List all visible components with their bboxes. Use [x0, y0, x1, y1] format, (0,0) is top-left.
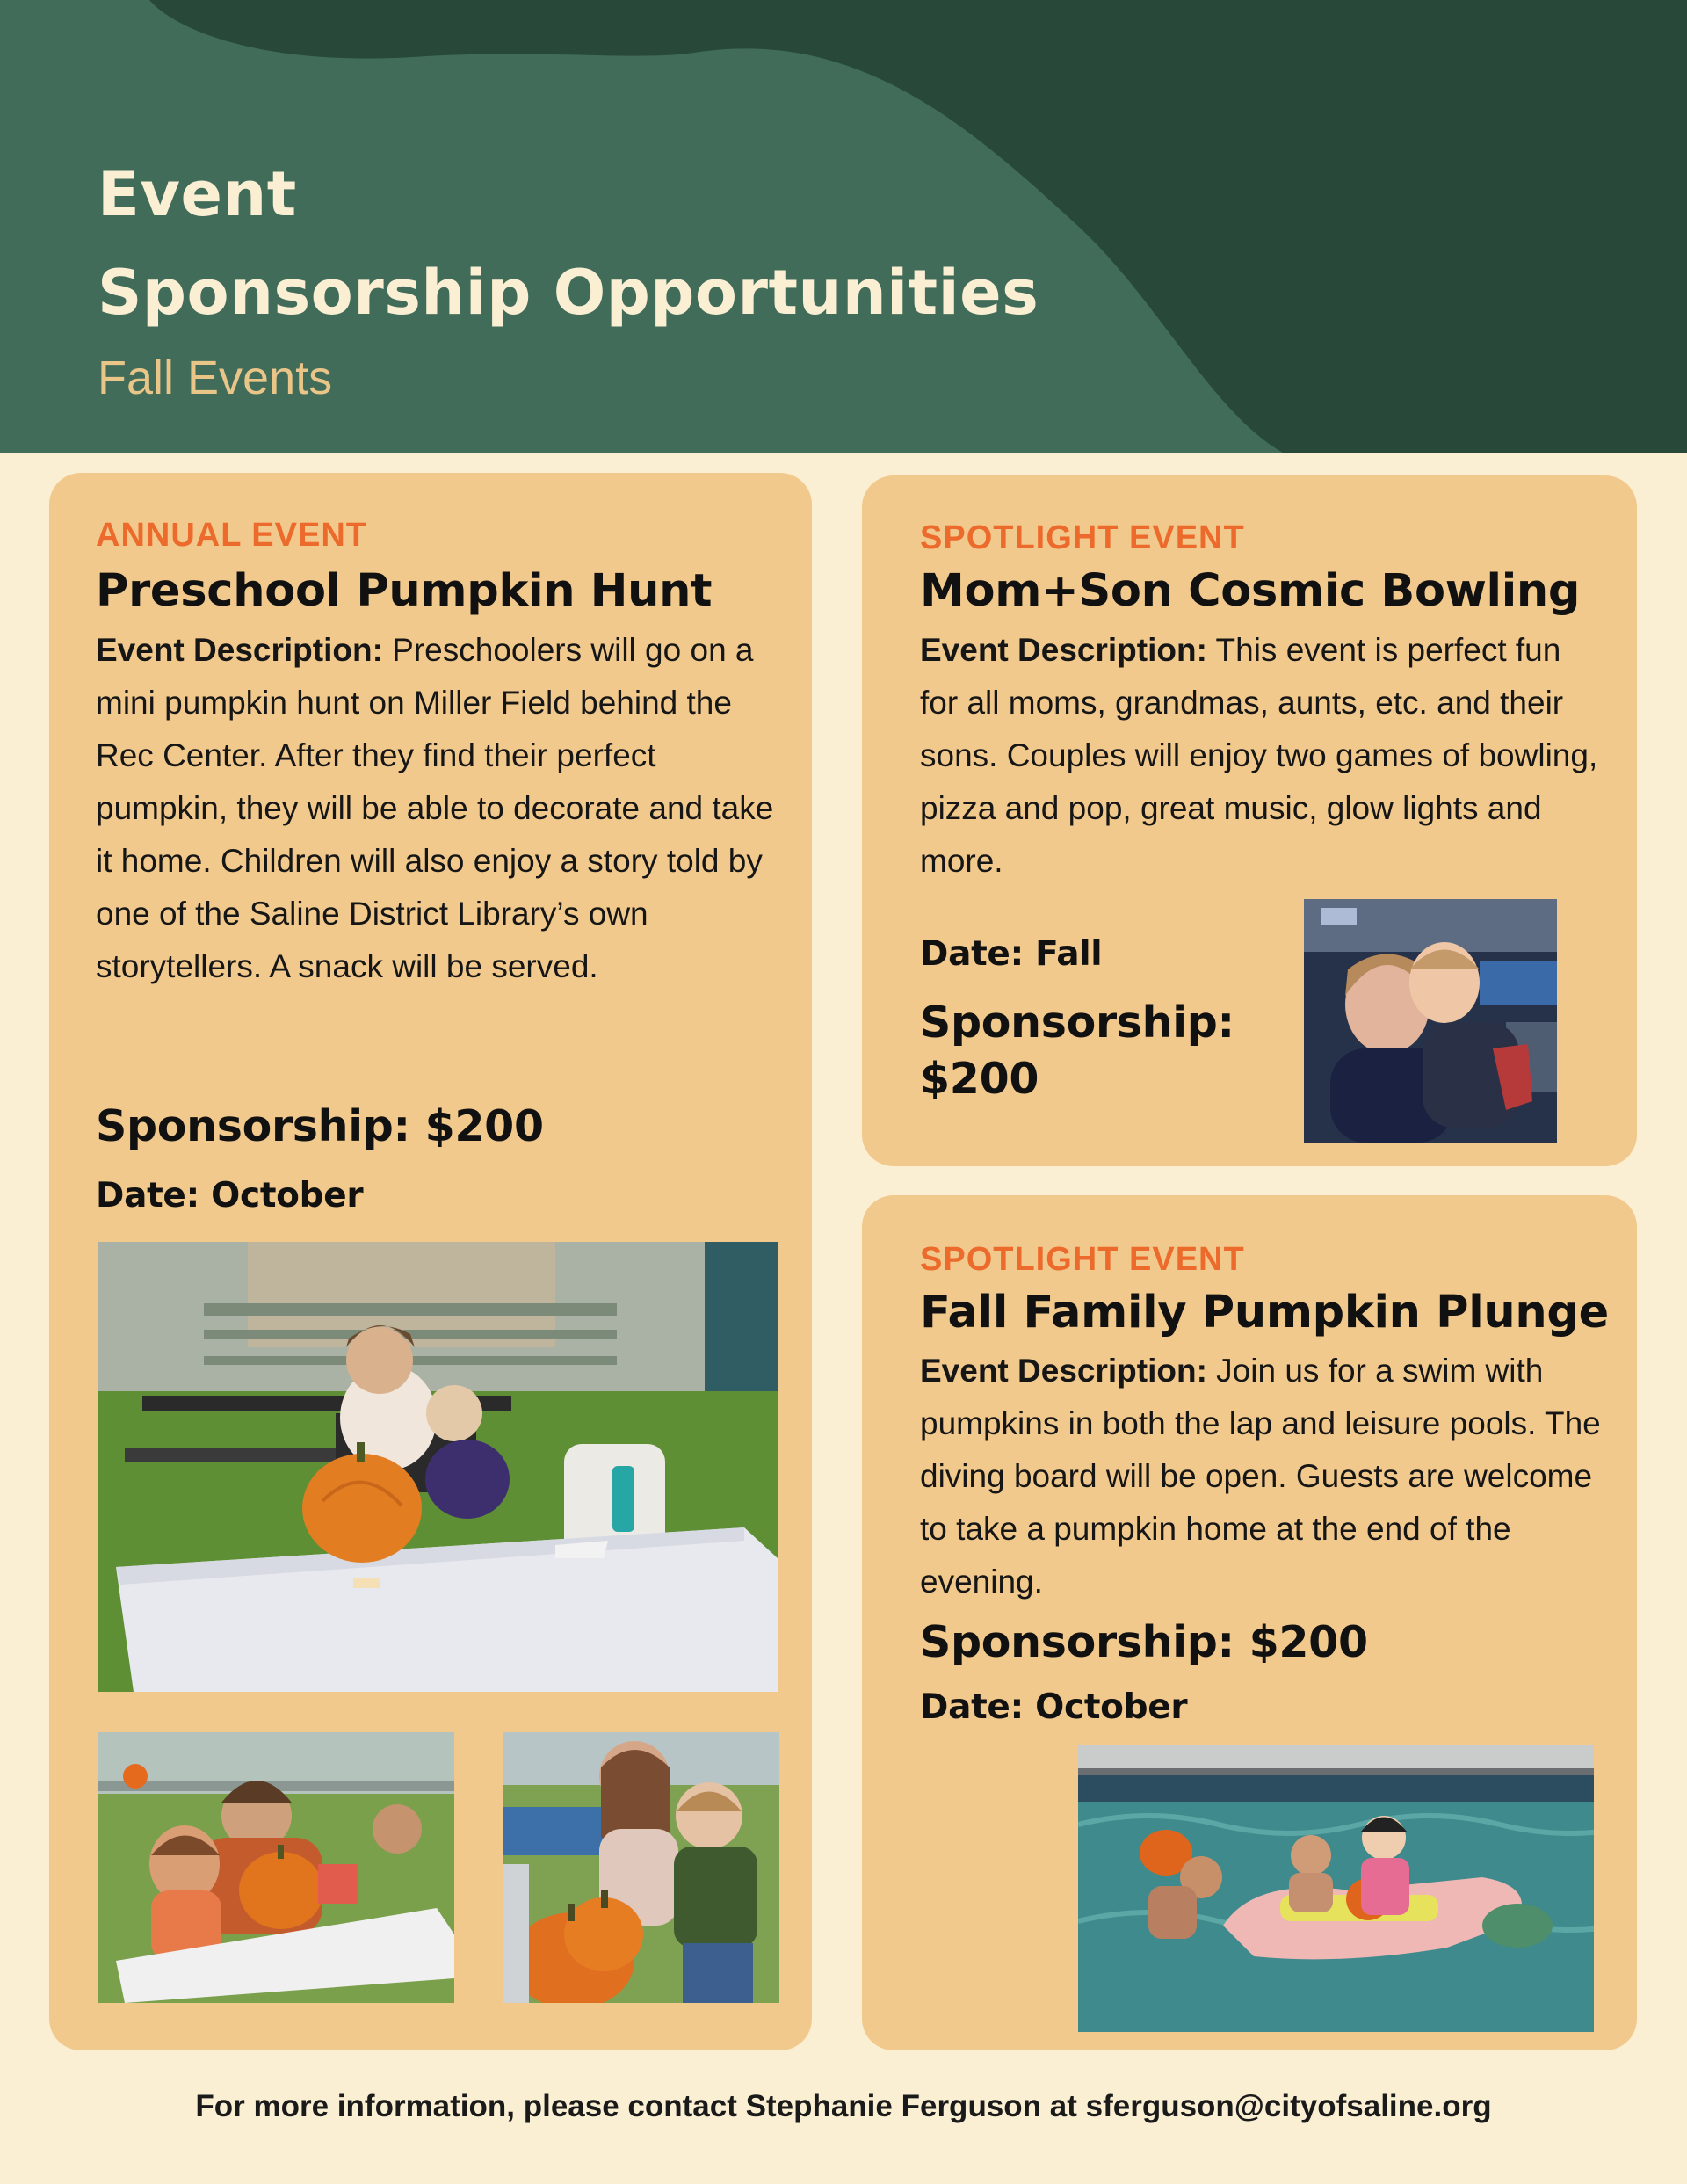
header-banner	[0, 0, 1687, 453]
event-card-pumpkin-plunge	[862, 1195, 1637, 2050]
event-title: Fall Family Pumpkin Plunge	[920, 1287, 1609, 1339]
photo-pumpkin-decorating	[98, 1242, 778, 1692]
page-title	[98, 145, 1039, 342]
event-kicker: SPOTLIGHT EVENT	[920, 519, 1245, 556]
sponsorship-amount	[920, 995, 1234, 1107]
sponsorship-amount: Sponsorship: $200	[96, 1101, 544, 1151]
description-text: Preschoolers will go on a mini pumpkin hunt on Miller Field behind the Rec Center. After they find their perfect pumpkin, they will be able to decorate and take it home. Children will also enjoy a story told by one of the Saline District Library’s own storytellers. A snack will be served.	[96, 632, 774, 984]
event-kicker: SPOTLIGHT EVENT	[920, 1241, 1245, 1278]
sponsorship-amount: Sponsorship: $200	[920, 1617, 1368, 1667]
event-date: Date: October	[96, 1176, 364, 1215]
event-description	[920, 624, 1605, 888]
photo-pool-pumpkin-float	[1078, 1745, 1594, 2032]
footer-contact: For more information, please contact Stephanie Ferguson at sferguson@cityofsaline.org	[195, 2089, 1492, 2123]
description-label: Event Description:	[920, 632, 1207, 668]
photo-boy-with-pumpkins	[503, 1732, 779, 2003]
title-line-1: Event	[98, 158, 297, 230]
event-title: Mom+Son Cosmic Bowling	[920, 565, 1581, 617]
page-subtitle: Fall Events	[98, 352, 333, 404]
sponsorship-label: Sponsorship:	[920, 998, 1234, 1048]
event-date: Date: Fall	[920, 934, 1103, 974]
event-description	[96, 624, 790, 993]
event-description	[920, 1345, 1614, 1608]
sponsorship-value: $200	[920, 1054, 1039, 1104]
title-line-2: Sponsorship Opportunities	[98, 257, 1039, 329]
description-label: Event Description:	[920, 1353, 1207, 1389]
photo-family-painting-pumpkin	[98, 1732, 454, 2003]
description-text: This event is perfect fun for all moms, grandmas, aunts, etc. and their sons. Couples will enjoy two games of bowling, pizza and pop, great music, glow lights and more.	[920, 632, 1598, 879]
description-label: Event Description:	[96, 632, 383, 668]
event-date: Date: October	[920, 1687, 1188, 1727]
event-card-pumpkin-hunt	[49, 473, 812, 2050]
event-title: Preschool Pumpkin Hunt	[96, 565, 713, 617]
event-kicker: ANNUAL EVENT	[96, 517, 367, 554]
photo-mom-son-bowling	[1304, 899, 1557, 1143]
description-text: Join us for a swim with pumpkins in both the lap and leisure pools. The diving board will be open. Guests are welcome to take a pumpkin home at the end of the evening.	[920, 1353, 1601, 1600]
event-card-cosmic-bowling	[862, 475, 1637, 1166]
